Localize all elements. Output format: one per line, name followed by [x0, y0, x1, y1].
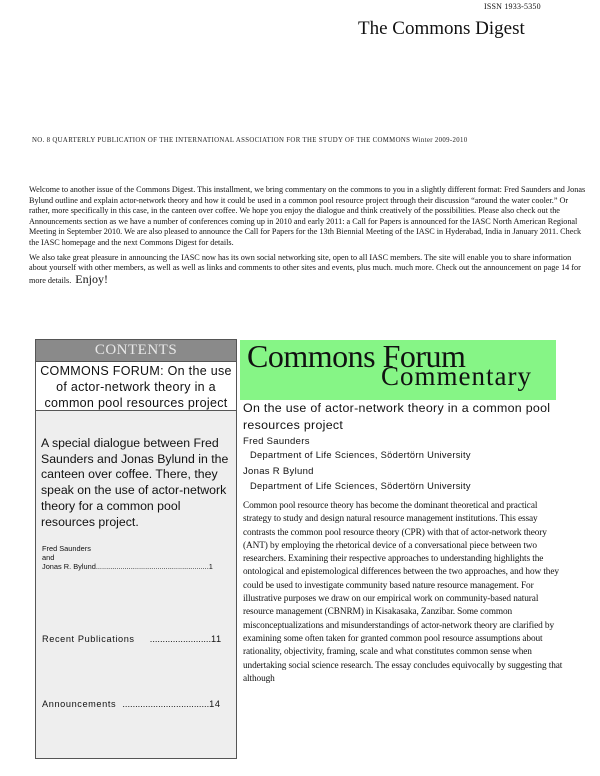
author-1-affiliation: Department of Life Sciences, Södertörn University — [250, 450, 471, 460]
article-abstract: Common pool resource theory has become the dominant theoretical and practical strategy to study and design natural resource management institutions. This essay contrasts the common pool resource theory (CPR) with that of actor-network theory (ANT) by employing the rhetorical device of a conversational piece between two researchers. Examining their respective approaches to understanding highlights the ontological and epistemological differences between the two approaches, and how they could be used to investigate community based nature resource management. For illustrative purposes we draw on our empirical work on community-based natural resource management (CBNRM) in Kisakasaka, Zanzibar. Some common misconceptualizations and misunderstandings of actor-network theory are clarified by examining some often taken for granted common pool resource assumptions about rationality, objectivity, framing, scale and what constitutes common sense when undertaking social science research. The essay concludes equivocally by suggesting that although — [243, 501, 563, 684]
toc-entry-dots: ........................ — [149, 634, 212, 644]
intro-text — [29, 185, 589, 290]
forum-title: Commons Forum — [247, 338, 466, 374]
contents-panel — [35, 339, 237, 759]
toc-entry-page: 14 — [209, 699, 221, 709]
author-2-affiliation: Department of Life Sciences, Södertörn University — [250, 481, 471, 491]
issn-number: ISSN 1933-5350 — [484, 2, 541, 11]
intro-paragraph-2-text: We also take great pleasure in announcing the IASC now has its own social networking site, open to all IASC members. The site will enable you to share information about yourself with other members, as well as well as links and comments to other sites and events, plus much. much more. Check out the announcement on page 14 for more details. — [29, 252, 581, 285]
publication-title: The Commons Digest — [358, 18, 525, 39]
toc-entry-label: Announcements — [42, 699, 117, 709]
contents-feature-title[interactable]: COMMONS FORUM: On the use of actor-network theory in a common pool resources project — [36, 361, 236, 411]
issue-banner: NO. 8 QUARTERLY PUBLICATION OF THE INTERNATIONAL ASSOCIATION FOR THE STUDY OF THE COMMONS Winter 2009-2010 — [32, 137, 468, 144]
contents-feature-description: A special dialogue between Fred Saunders and Jonas Bylund in the canteen over coffee. There, they speak on the use of actor-network theory for a common pool resources project. — [41, 436, 229, 529]
toc-author-1: Fred Saunders — [42, 544, 91, 553]
toc-author-2: Jonas R. Bylund — [42, 562, 96, 571]
toc-entry-announcements[interactable] — [42, 699, 234, 709]
author-1-name: Fred Saunders — [243, 436, 310, 447]
toc-entry-dots: .................................. — [122, 699, 210, 709]
toc-author-and: and — [42, 553, 55, 562]
toc-authors[interactable] — [42, 544, 213, 571]
contents-heading: CONTENTS — [36, 340, 236, 361]
toc-entry-page: 11 — [211, 634, 222, 644]
toc-dots: ....................................................... — [95, 562, 209, 571]
toc-page: 1 — [208, 562, 213, 571]
enjoy-text: Enjoy! — [75, 271, 108, 286]
commons-forum-banner — [240, 340, 556, 400]
toc-author-2-row — [42, 562, 213, 571]
intro-paragraph-1: Welcome to another issue of the Commons Digest. This installment, we bring commentary on the commons to you in a slightly different format: Fred Saunders and Jonas Bylund outline and explain actor-network theory and how it could be used in a common pool resource project through their discussion “around the water cooler.” Or rather, more specifically in this case, in the canteen over coffee. We hope you enjoy the dialogue and think creatively of the possibilities. Please also check out the Announcements section as we have a number of conferences coming up in 2010 and early 2011: a Call for Papers is announced for the IASC North American Regional Meeting in September 2010. We are also pleased to announce the Call for Papers for the 13th Biennial Meeting of the IASC in Hyderabad, India in January 2011. Check the IASC homepage and the next Commons Digest for details. — [29, 185, 586, 247]
forum-subtitle: Commentary — [381, 361, 532, 391]
article-title: On the use of actor-network theory in a common pool resources project — [243, 401, 551, 432]
intro-paragraph-2 — [29, 253, 589, 287]
toc-entry-label: Recent Publications — [42, 634, 135, 644]
toc-entry-recent-publications[interactable] — [42, 634, 234, 644]
author-2-name: Jonas R Bylund — [243, 466, 314, 477]
